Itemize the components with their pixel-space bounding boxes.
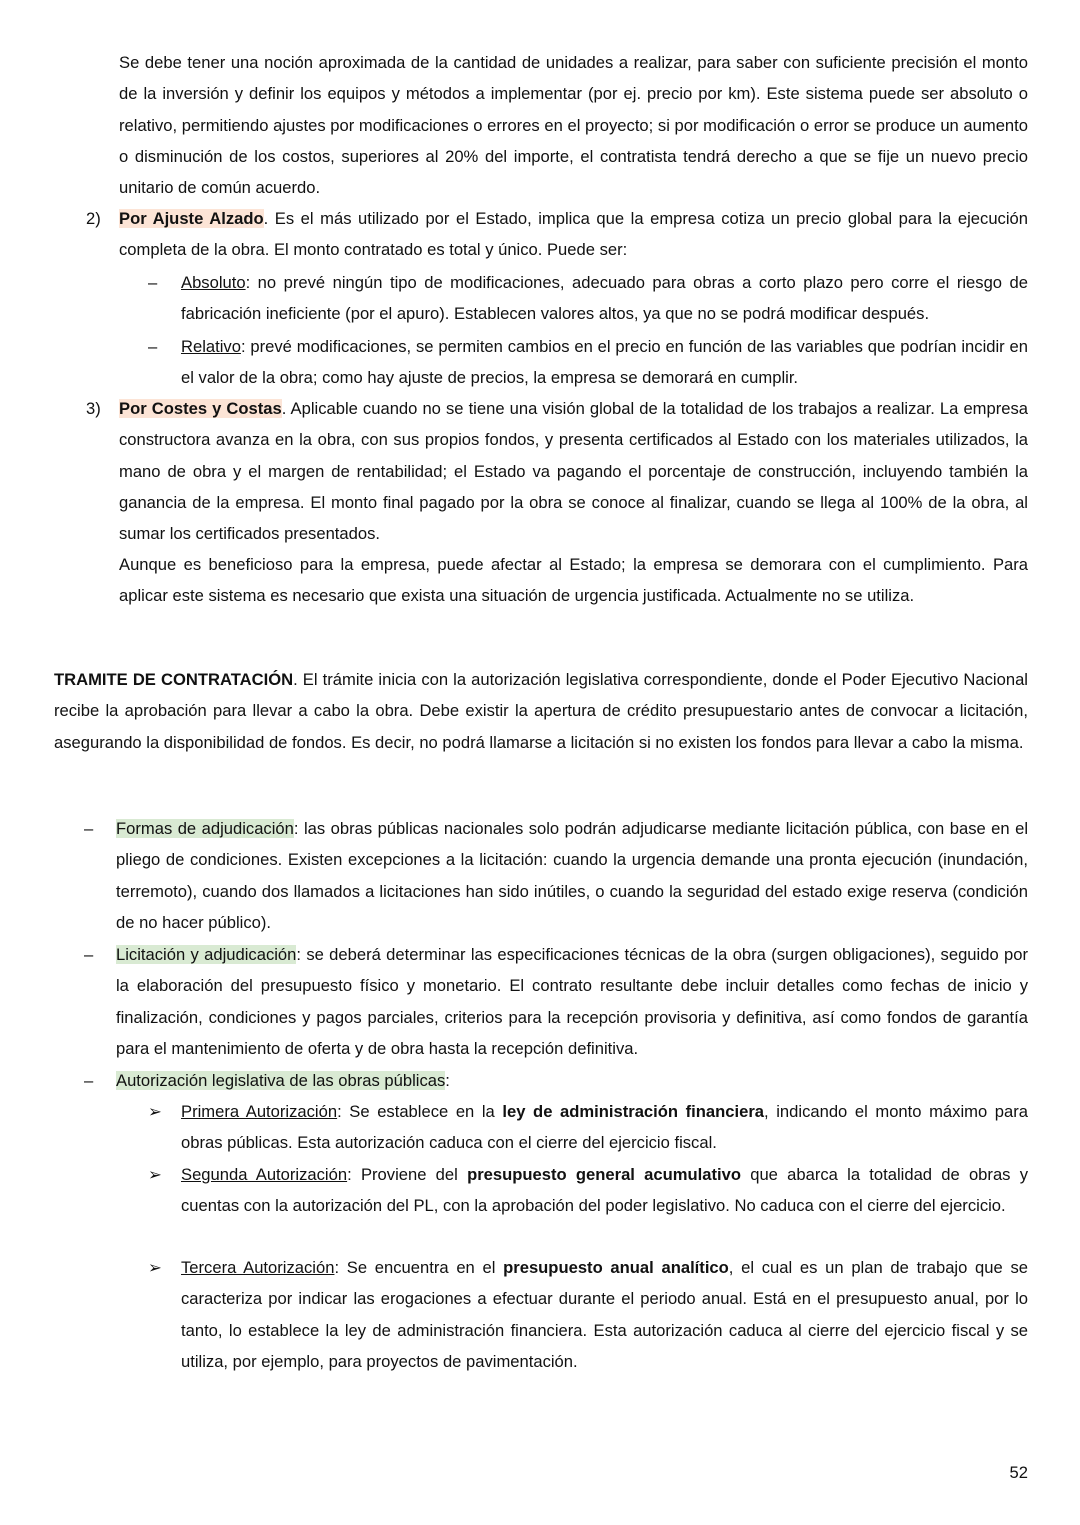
segunda-autorizacion: Segunda Autorización: Proviene del presupuesto general acumulativo que abarca la totalidad de obras y cuentas con la autorización del PL, con la aprobación del poder legislativo. No caduca con el cierre del ejercicio. — [181, 1165, 1029, 1216]
item-number: 3) — [86, 399, 101, 418]
subitem-absoluto: Absoluto: no prevé ningún tipo de modificaciones, adecuado para obras a corto plazo pero corre el riesgo de fabricación ineficiente (por el apuro). Establecen valores altos, ya que no se podrá modificar después. — [181, 273, 1028, 324]
subitem-relativo: Relativo: prevé modificaciones, se permiten cambios en el precio en función de las variables que podrían incidir en el valor de la obra; como hay ajuste de precios, la empresa se demorará en cumplir. — [181, 337, 1028, 388]
item-por-ajuste-alzado: Por Ajuste Alzado. Es el más utilizado por el Estado, implica que la empresa cotiza un precio global para la ejecución completa de la obra. El monto contratado es total y único. Puede ser: — [119, 209, 1028, 260]
autorizacion-term: Segunda Autorización — [181, 1165, 348, 1184]
page-number: 52 — [1009, 1463, 1028, 1482]
autorizacion-term: Tercera Autorización — [181, 1258, 335, 1277]
bullet-licitacion-y-adjudicacion: Licitación y adjudicación: se deberá determinar las especificaciones técnicas de la obra (surgen obligaciones), seguido por la elaboración del presupuesto físico y monetario. El contrato resultante debe incluir detalles como fechas de inicio y finalización, condiciones y pagos parciales, criterios para la recepción provisoria y definitiva, así como fondos de garantía para el mantenimiento de oferta y de obra hasta la recepción definitiva. — [116, 945, 1028, 1058]
item-por-costes-y-costas: Por Costes y Costas. Aplicable cuando no se tiene una visión global de la totalidad de los trabajos a realizar. La empresa constructora avanza en la obra, con sus propios fondos, y presenta certificados al Estado con los materiales utilizados, la mano de obra y el margen de rentabilidad; el Estado va pagando el porcentaje de construcción, incluyendo también la ganancia de la empresa. El monto final pagado por la obra se conoce al finalizar, cuando se llega al 100% de la obra, al sumar los certificados presentados. — [119, 399, 1028, 544]
dash-marker: – — [84, 1071, 94, 1090]
tramite-paragraph: TRAMITE DE CONTRATACIÓN. El trámite inicia con la autorización legislativa correspondiente, donde el Poder Ejecutivo Nacional recibe la aprobación para llevar a cabo la obra. Debe existir la apertura de crédito presupuestario antes de convocar a licitación, asegurando la disponibilidad de fondos. Es decir, no podrá llamarse a licitación si no existen los fondos para llevar a cabo la misma. — [54, 670, 1028, 752]
item-title: Por Ajuste Alzado — [119, 209, 264, 228]
tercera-autorizacion: Tercera Autorización: Se encuentra en el presupuesto anual analítico, el cual es un plan de trabajo que se caracteriza por indicar las erogaciones a efectuar durante el periodo anual. Está en el presupuesto anual, por lo tanto, lo establece la ley de administración financiera. Esta autorización caduca al cierre del ejercicio fiscal y se utiliza, por ejemplo, para proyectos de pavimentación. — [181, 1258, 1028, 1371]
subitem-term: Absoluto — [181, 273, 246, 292]
arrow-bullet-icon: ➢ — [148, 1165, 162, 1184]
bullet-formas-de-adjudicacion: Formas de adjudicación: las obras públicas nacionales solo podrán adjudicarse mediante licitación pública, con base en el pliego de condiciones. Existen excepciones a la licitación: cuando la urgencia demande una pronta ejecución (inundación, terremoto), cuando dos llamados a licitaciones han sido inútiles, o cuando la seguridad del estado exige reserva (condición de no hacer público). — [116, 819, 1029, 932]
dash-marker: – — [84, 819, 94, 838]
tramite-title: TRAMITE DE CONTRATACIÓN — [54, 670, 294, 689]
autorizacion-term: Primera Autorización — [181, 1102, 338, 1121]
dash-marker: – — [148, 273, 158, 292]
bullet-term: Licitación y adjudicación — [116, 945, 297, 964]
item-number: 2) — [86, 209, 101, 228]
arrow-bullet-icon: ➢ — [148, 1102, 162, 1121]
bullet-term: Formas de adjudicación — [116, 819, 294, 838]
dash-marker: – — [148, 337, 158, 356]
dash-marker: – — [84, 945, 94, 964]
continuation-paragraph: Se debe tener una noción aproximada de la cantidad de unidades a realizar, para saber con suficiente precisión el monto de la inversión y definir los equipos y métodos a implementar (por ej. precio por km). Este sistema puede ser absoluto o relativo, permitiendo ajustes por modificaciones o errores en el proyecto; si por modificación o error se produce un aumento o disminución de los costos, superiores al 20% del importe, el contratista tendrá derecho a que se fije un nuevo precio unitario de común acuerdo. — [119, 53, 1028, 198]
item-title: Por Costes y Costas — [119, 399, 282, 418]
subitem-term: Relativo — [181, 337, 241, 356]
bullet-term: Autorización legislativa de las obras públicas — [116, 1071, 446, 1090]
item-extra-paragraph: Aunque es beneficioso para la empresa, puede afectar al Estado; la empresa se demorara con el cumplimiento. Para aplicar este sistema es necesario que exista una situación de urgencia justificada. Actualmente no se utiliza. — [119, 555, 1028, 606]
primera-autorizacion: Primera Autorización: Se establece en la ley de administración financiera, indicando el monto máximo para obras públicas. Esta autorización caduca con el cierre del ejercicio fiscal. — [181, 1102, 1028, 1153]
bullet-autorizacion-legislativa: Autorización legislativa de las obras públicas: — [116, 1071, 450, 1090]
arrow-bullet-icon: ➢ — [148, 1258, 162, 1277]
